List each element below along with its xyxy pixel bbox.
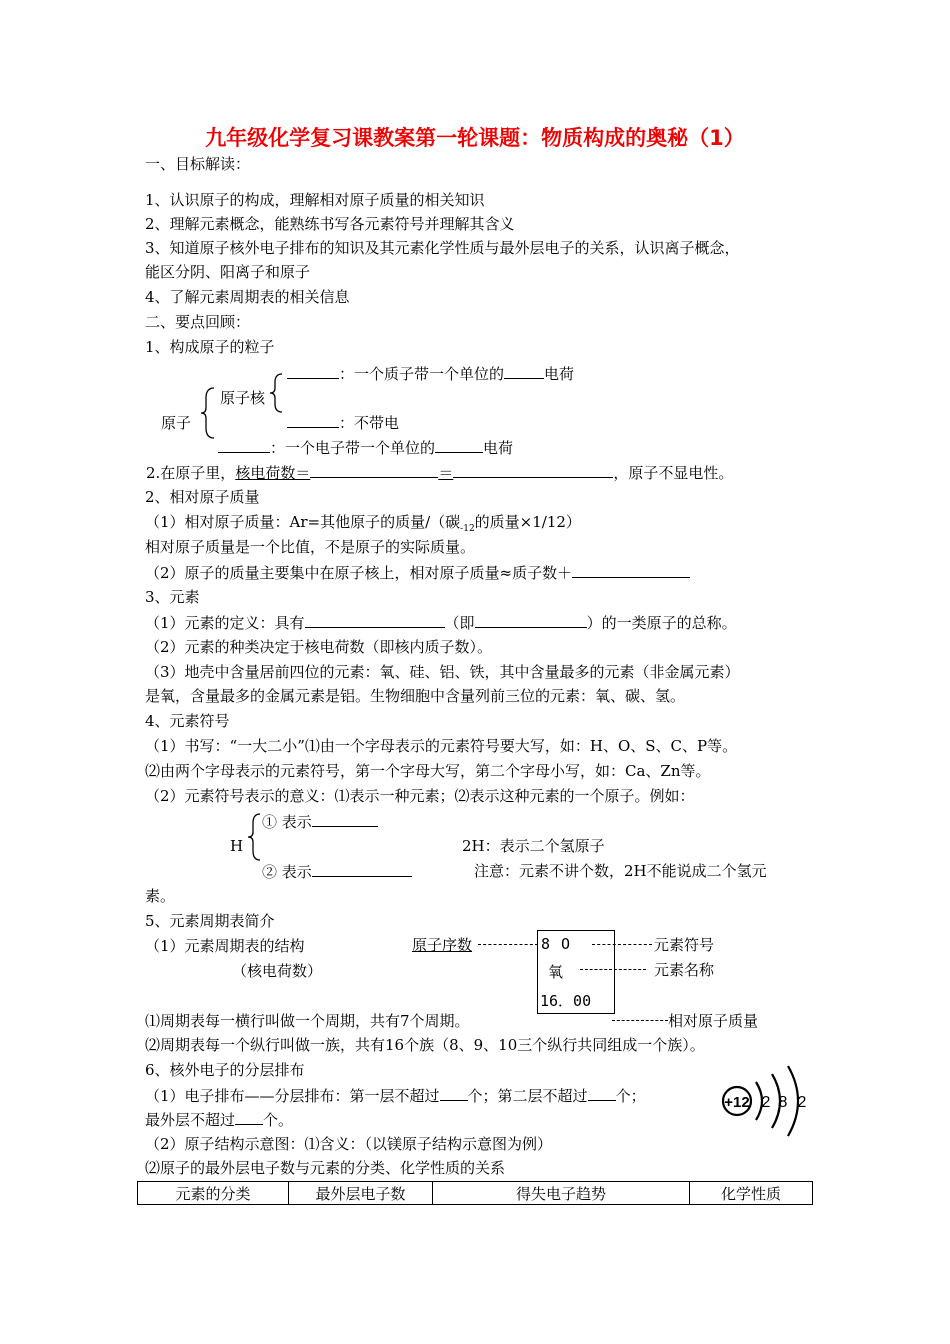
nucleus-charge: +12: [724, 1094, 750, 1111]
pointer-line: [580, 969, 646, 970]
two-h: 2H：表示二个氢原子: [462, 837, 605, 855]
cell-mass: 16．00: [540, 992, 592, 1010]
element-definition: （1）元素的定义：具有 （即 ）的一类原子的总称。: [145, 614, 737, 632]
subheading: 3、元素: [145, 588, 200, 606]
blank[interactable]: [475, 612, 587, 628]
goal-item: 2、理解元素概念，能熟练书写各元素符号并理解其含义: [145, 215, 515, 233]
atomic-number-label: 原子序数: [412, 936, 473, 954]
blank[interactable]: [287, 412, 339, 428]
section-heading-goals: 一、目标解读：: [145, 155, 251, 173]
name-label: 元素名称: [654, 961, 715, 979]
subheading: 5、元素周期表简介: [145, 912, 275, 930]
periodic-table-structure: （1）元素周期表的结构: [145, 937, 305, 955]
electron-line: ：一个电子带一个单位的 电荷: [218, 437, 513, 458]
pointer-line: [612, 1020, 668, 1021]
h-meaning-1: ① 表示: [262, 811, 378, 832]
core-charge: （核电荷数）: [232, 962, 323, 980]
goal-item: 1、认识原子的构成，理解相对原子质量的相关知识: [145, 191, 485, 209]
goal-item: 3、知道原子核外电子排布的知识及其元素化学性质与最外层电子的关系，认识离子概念，: [145, 239, 740, 257]
symbol-writing: ⑵由两个字母表示的元素符号，第一个字母大写，第二个字母小写，如：Ca、Zn等。: [145, 762, 711, 780]
table-header: 化学性质: [690, 1182, 813, 1205]
blank[interactable]: [504, 363, 544, 379]
classification-table: [137, 1181, 813, 1205]
neutron-line: ：不带电: [287, 412, 399, 433]
nucleus-label: 原子核: [220, 389, 266, 407]
subheading: 4、元素符号: [145, 712, 230, 730]
blank[interactable]: [312, 861, 412, 877]
cell-name: 氧: [548, 963, 564, 981]
group-info: ⑵周期表每一个纵行叫做一族，共有16个族（8、9、10三个纵行共同组成一个族）。: [145, 1036, 705, 1054]
blank[interactable]: [218, 437, 270, 453]
proton-line: ：一个质子带一个单位的 电荷: [287, 363, 574, 384]
blank[interactable]: [453, 462, 613, 478]
electron-layers: 最外层不超过 个。: [145, 1111, 294, 1129]
blank[interactable]: [235, 1109, 263, 1125]
outer-electron-relation: ⑵原子的最外层电子数与元素的分类、化学性质的关系: [145, 1159, 506, 1177]
section-heading-review: 二、要点回顾：: [145, 313, 251, 331]
ram-note: 相对原子质量是一个比值，不是原子的实际质量。: [145, 538, 476, 556]
note: 素。: [145, 887, 176, 905]
brace-icon: [268, 372, 286, 414]
blank[interactable]: [588, 1085, 616, 1101]
ram-mass: （2）原子的质量主要集中在原子核上，相对原子质量≈质子数＋: [145, 562, 690, 583]
table-header-row: [138, 1182, 813, 1205]
note: 注意：元素不讲个数，2H不能说成二个氢元: [474, 862, 767, 880]
shell-arc: [788, 1066, 798, 1136]
subheading: 6、核外电子的分层排布: [145, 1061, 305, 1079]
electron-layers: （1）电子排布——分层排布：第一层不超过 个；第二层不超过 个；: [145, 1087, 646, 1105]
h-meaning-2: ② 表示: [262, 861, 412, 882]
element-type: （2）元素的种类决定于核电荷数（即核内质子数）。: [145, 638, 493, 656]
pointer-line: [478, 944, 538, 945]
symbol-writing: （1）书写：“一大二小”⑴由一个字母表示的元素符号要大写，如：H、O、S、C、P等。: [145, 737, 738, 755]
blank[interactable]: [312, 811, 378, 827]
shell-count: 8: [778, 1094, 788, 1111]
cell-symbol: O: [561, 935, 571, 953]
pointer-line: [592, 944, 652, 945]
element-abundance: （3）地壳中含量居前四位的元素：氧、硅、铝、铁，其中含量最多的元素（非金属元素）: [145, 663, 740, 681]
table-header: 得失电子趋势: [433, 1182, 690, 1205]
shell-count: 2: [761, 1094, 771, 1111]
mg-atom-diagram: [716, 1060, 816, 1144]
subheading: 2、相对原子质量: [145, 488, 260, 506]
blank[interactable]: [440, 1085, 468, 1101]
shell-count: 2: [797, 1094, 807, 1111]
symbol-meaning: （2）元素符号表示的意义：⑴表示一种元素；⑵表示这种元素的一个原子。例如：: [145, 787, 695, 805]
h-symbol: H: [230, 837, 244, 855]
page-title: 九年级化学复习课教案第一轮课题：物质构成的奥秘（1）: [205, 126, 745, 150]
blank[interactable]: [310, 462, 438, 478]
ram-definition: （1）相对原子质量：Ar=其他原子的质量/（碳$_{-12}$的质量×1/12）: [145, 513, 581, 534]
goal-item: 4、了解元素周期表的相关信息: [145, 288, 350, 306]
symbol-label: 元素符号: [654, 936, 715, 954]
blank[interactable]: [435, 437, 483, 453]
blank[interactable]: [572, 562, 690, 578]
brace-icon: [200, 386, 220, 440]
goal-item: 能区分阴、阳离子和原子: [145, 263, 311, 281]
atom-label: 原子: [161, 414, 192, 432]
structure-diagram-meaning: （2）原子结构示意图：⑴含义：（以镁原子结构示意图为例）: [145, 1135, 553, 1153]
period-info: ⑴周期表每一横行叫做一个周期，共有7个周期。: [145, 1012, 470, 1030]
charge-equation: 2.在原子里，核电荷数＝ ＝ ，原子不显电性。: [146, 464, 734, 482]
table-header: 元素的分类: [138, 1182, 289, 1205]
blank[interactable]: [287, 363, 339, 379]
element-abundance: 是氧，含量最多的金属元素是铝。生物细胞中含量列前三位的元素：氧、碳、氢。: [145, 687, 686, 705]
subheading: 1、构成原子的粒子: [145, 338, 275, 356]
mass-label: 相对原子质量: [668, 1012, 759, 1030]
blank[interactable]: [305, 612, 445, 628]
cell-number: 8: [541, 935, 551, 953]
table-header: 最外层电子数: [289, 1182, 433, 1205]
